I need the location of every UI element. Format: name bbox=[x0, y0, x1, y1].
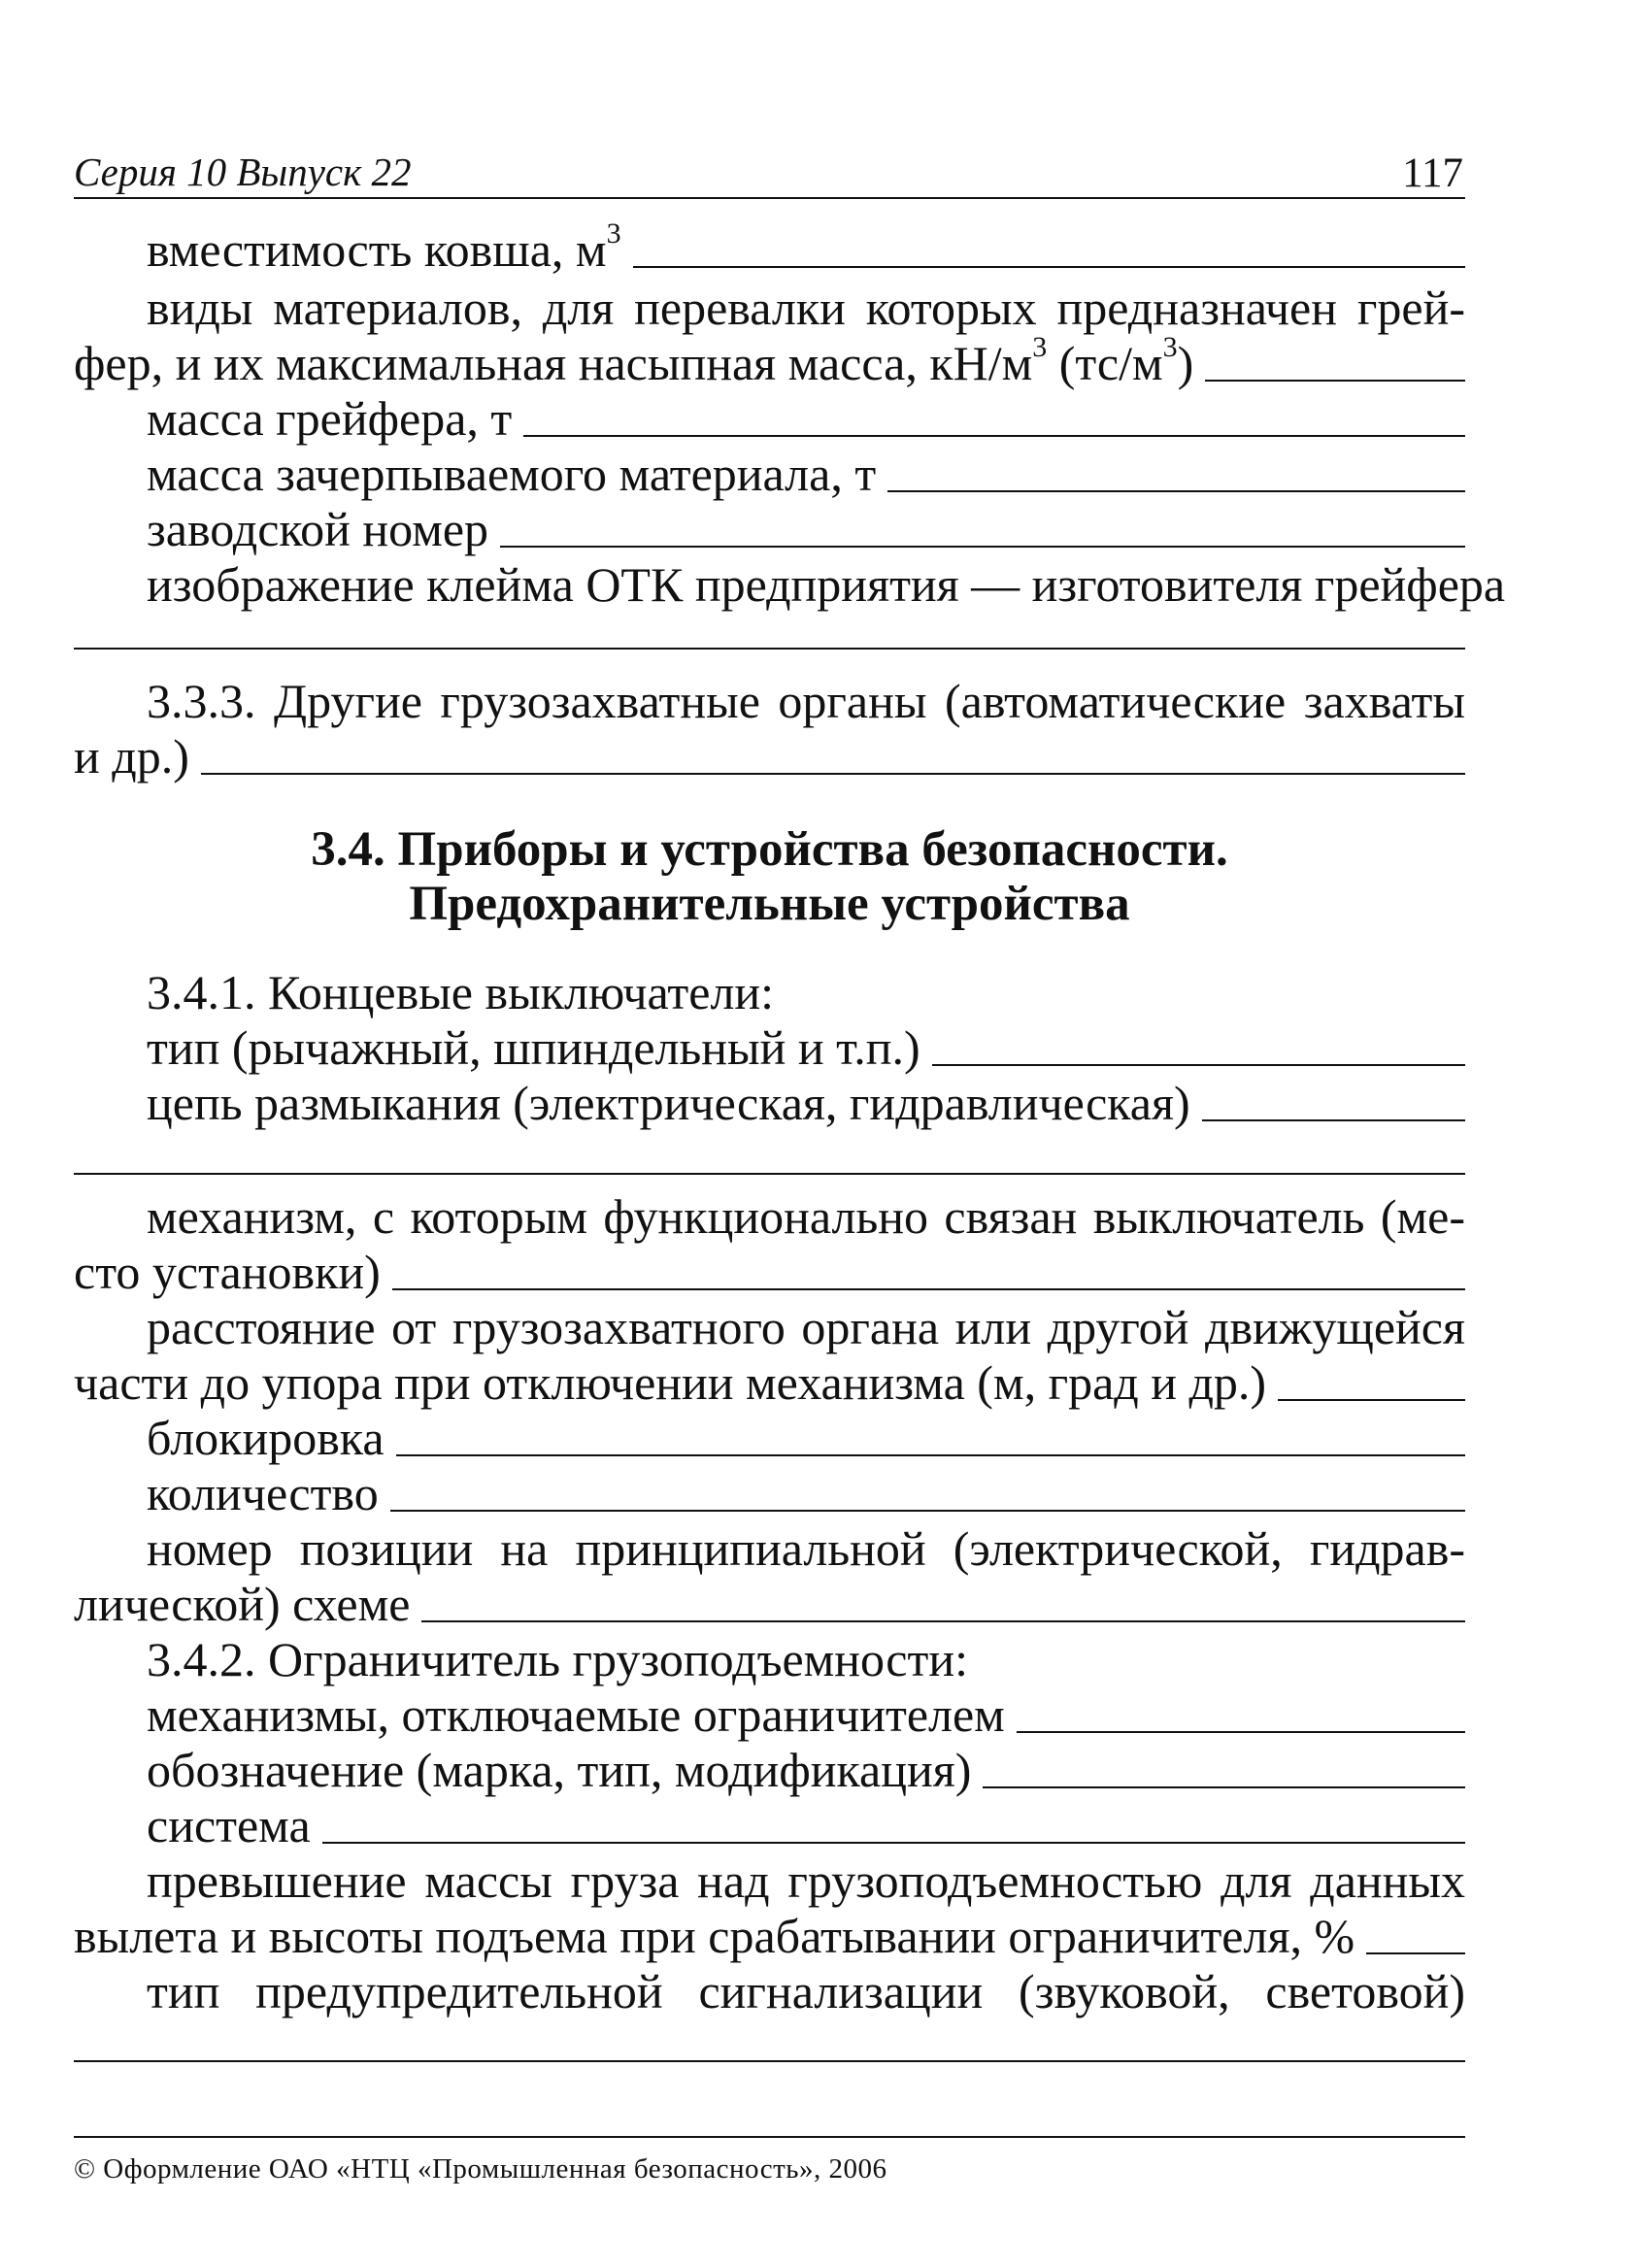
form-line-bucket-capacity: вместимость ковша, $м^3$ bbox=[74, 223, 1465, 276]
blank-field[interactable] bbox=[932, 1064, 1465, 1066]
form-line-serial-number: заводской номер bbox=[74, 503, 1465, 555]
blank-field[interactable] bbox=[74, 1173, 1465, 1175]
form-line-scooped-mass: масса зачерпываемого материала, т bbox=[74, 448, 1465, 500]
series-label: Серия 10 Выпуск 22 bbox=[74, 150, 412, 194]
blank-field[interactable] bbox=[74, 648, 1465, 650]
text-line: виды материалов, для перевалки которых предназначен грей- bbox=[147, 281, 1465, 335]
blank-field[interactable] bbox=[421, 1620, 1465, 1622]
form-line-system: система bbox=[74, 1799, 1465, 1851]
form-line-break-circuit: цепь размыкания (электрическая, гидравлическая) bbox=[74, 1077, 1465, 1129]
blank-field[interactable] bbox=[392, 1288, 1465, 1290]
form-line-stop-distance: части до упора при отключении механизма (м, град и др.) bbox=[74, 1356, 1465, 1409]
form-line-interlock: блокировка bbox=[74, 1412, 1465, 1464]
blank-field[interactable] bbox=[1202, 1119, 1465, 1121]
form-line-other-devices: и др.) bbox=[74, 730, 1465, 783]
form-line-install-place: сто установки) bbox=[74, 1246, 1465, 1298]
blank-field[interactable] bbox=[633, 266, 1465, 268]
text-line: тип предупредительной сигнализации (звуковой, световой) bbox=[147, 1964, 1465, 2018]
section-heading: 3.4. Приборы и устройства безопасности. Предохранительные устройства bbox=[311, 822, 1228, 931]
copyright-footer: © Оформление ОАО «НТЦ «Промышленная безопасность», 2006 bbox=[74, 2136, 1465, 2185]
form-line-limiter-mechanisms: механизмы, отключаемые ограничителем bbox=[74, 1688, 1465, 1741]
blank-field[interactable] bbox=[1278, 1399, 1465, 1401]
running-header bbox=[74, 150, 1465, 199]
blank-field[interactable] bbox=[396, 1454, 1465, 1456]
blank-field[interactable] bbox=[500, 546, 1465, 548]
subsection-title: 3.4.1. Концевые выключатели: bbox=[147, 965, 775, 1019]
blank-field[interactable] bbox=[1017, 1731, 1465, 1733]
form-line-grab-mass: масса грейфера, т bbox=[74, 392, 1465, 445]
text-line: номер позиции на принципиальной (электрической, гидрав- bbox=[147, 1521, 1465, 1576]
form-line-designation: обозначение (марка, тип, модификация) bbox=[74, 1744, 1465, 1796]
blank-field[interactable] bbox=[201, 773, 1465, 775]
text-line: расстояние от грузозахватного органа или другой движущейся bbox=[147, 1300, 1465, 1354]
text-line: механизм, с которым функционально связан выключатель (ме- bbox=[147, 1189, 1465, 1244]
blank-field[interactable] bbox=[1366, 1952, 1465, 1954]
blank-field[interactable] bbox=[523, 435, 1465, 437]
subsection-title: 3.4.2. Ограничитель грузоподъемности: bbox=[147, 1632, 968, 1686]
blank-field[interactable] bbox=[74, 2060, 1465, 2062]
form-line-quantity: количество bbox=[74, 1467, 1465, 1519]
blank-field[interactable] bbox=[390, 1510, 1465, 1512]
form-line-scheme-position: лической) схеме bbox=[74, 1578, 1465, 1630]
blank-field[interactable] bbox=[1205, 380, 1465, 382]
page-number: 117 bbox=[1402, 150, 1463, 196]
form-line-materials: фер, и их максимальная насыпная масса, $кН/м^3$ $(тс/м^3)$ bbox=[74, 337, 1465, 389]
text-line-otk-stamp: изображение клейма ОТК предприятия — изготовителя грейфера bbox=[147, 557, 1506, 612]
form-line-switch-type: тип (рычажный, шпиндельный и т.п.) bbox=[74, 1021, 1465, 1074]
text-line: 3.3.3. Другие грузозахватные органы (автоматические захваты bbox=[147, 674, 1465, 728]
form-line-overload-percent: вылета и высоты подъема при срабатывании ограничителя, % bbox=[74, 1910, 1465, 1962]
text-line: превышение массы груза над грузоподъемностью для данных bbox=[147, 1853, 1465, 1908]
blank-field[interactable] bbox=[983, 1786, 1465, 1788]
blank-field[interactable] bbox=[887, 490, 1465, 492]
blank-field[interactable] bbox=[322, 1842, 1465, 1844]
